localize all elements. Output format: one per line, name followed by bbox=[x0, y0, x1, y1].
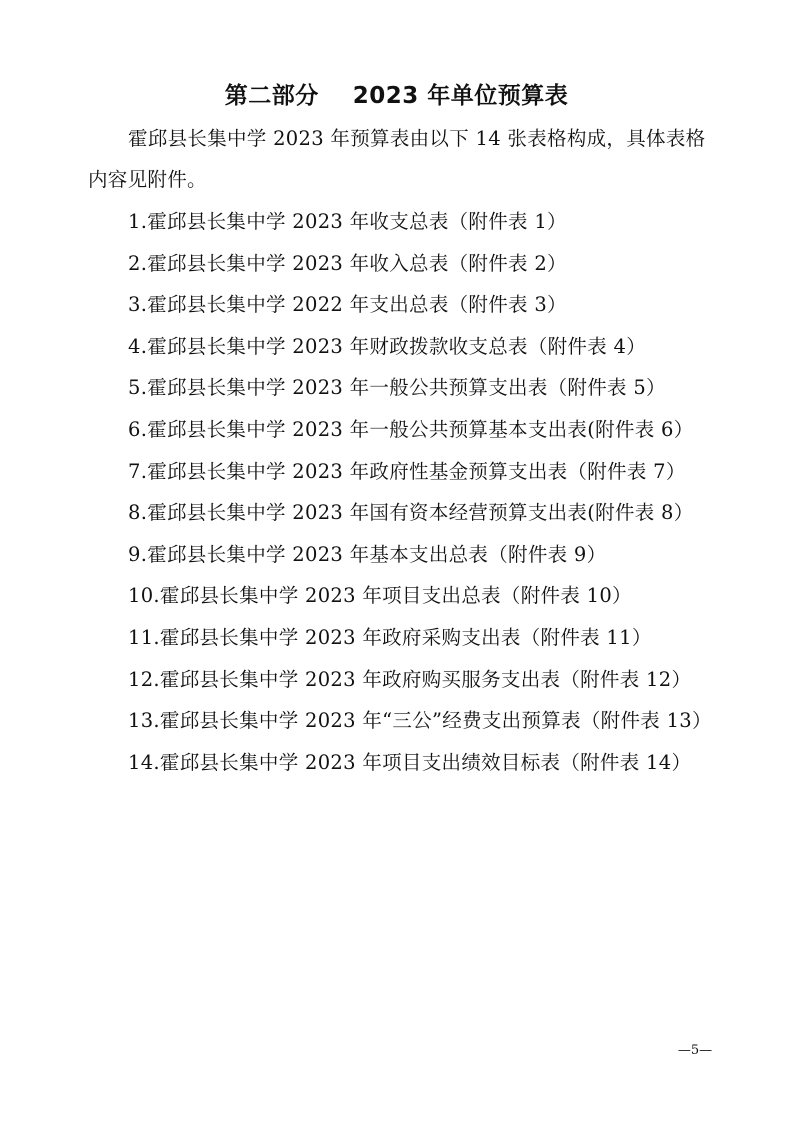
list-item: 11.霍邱县长集中学 2023 年政府采购支出表（附件表 11） bbox=[128, 625, 652, 649]
document-title: 第二部分 2023 年单位预算表 bbox=[224, 83, 569, 109]
list-item: 7.霍邱县长集中学 2023 年政府性基金预算支出表（附件表 7） bbox=[128, 459, 686, 483]
intro-paragraph: 霍邱县长集中学 2023 年预算表由以下 14 张表格构成，具体表格内容见附件。 bbox=[88, 127, 706, 191]
list-item: 1.霍邱县长集中学 2023 年收支总表（附件表 1） bbox=[128, 210, 567, 233]
list-item: 8.霍邱县长集中学 2023 年国有资本经营预算支出表(附件表 8） bbox=[128, 501, 694, 525]
list-item: 9.霍邱县长集中学 2023 年基本支出总表（附件表 9） bbox=[128, 542, 607, 566]
list-item: 6.霍邱县长集中学 2023 年一般公共预算基本支出表(附件表 6） bbox=[128, 417, 694, 441]
list-item: 14.霍邱县长集中学 2023 年项目支出绩效目标表（附件表 14） bbox=[128, 750, 692, 774]
page-number: —5— bbox=[677, 1043, 713, 1058]
list-item: 12.霍邱县长集中学 2023 年政府购买服务支出表（附件表 12） bbox=[128, 667, 692, 691]
list-item: 4.霍邱县长集中学 2023 年财政拨款收支总表（附件表 4） bbox=[128, 334, 647, 358]
table-list bbox=[88, 201, 720, 783]
list-item: 5.霍邱县长集中学 2023 年一般公共预算支出表（附件表 5） bbox=[128, 376, 666, 400]
list-item: 2.霍邱县长集中学 2023 年收入总表（附件表 2） bbox=[128, 251, 567, 275]
list-item: 10.霍邱县长集中学 2023 年项目支出总表（附件表 10） bbox=[128, 584, 632, 608]
list-item: 13.霍邱县长集中学 2023 年“三公”经费支出预算表（附件表 13） bbox=[128, 709, 712, 733]
list-item: 3.霍邱县长集中学 2022 年支出总表（附件表 3） bbox=[128, 293, 567, 317]
